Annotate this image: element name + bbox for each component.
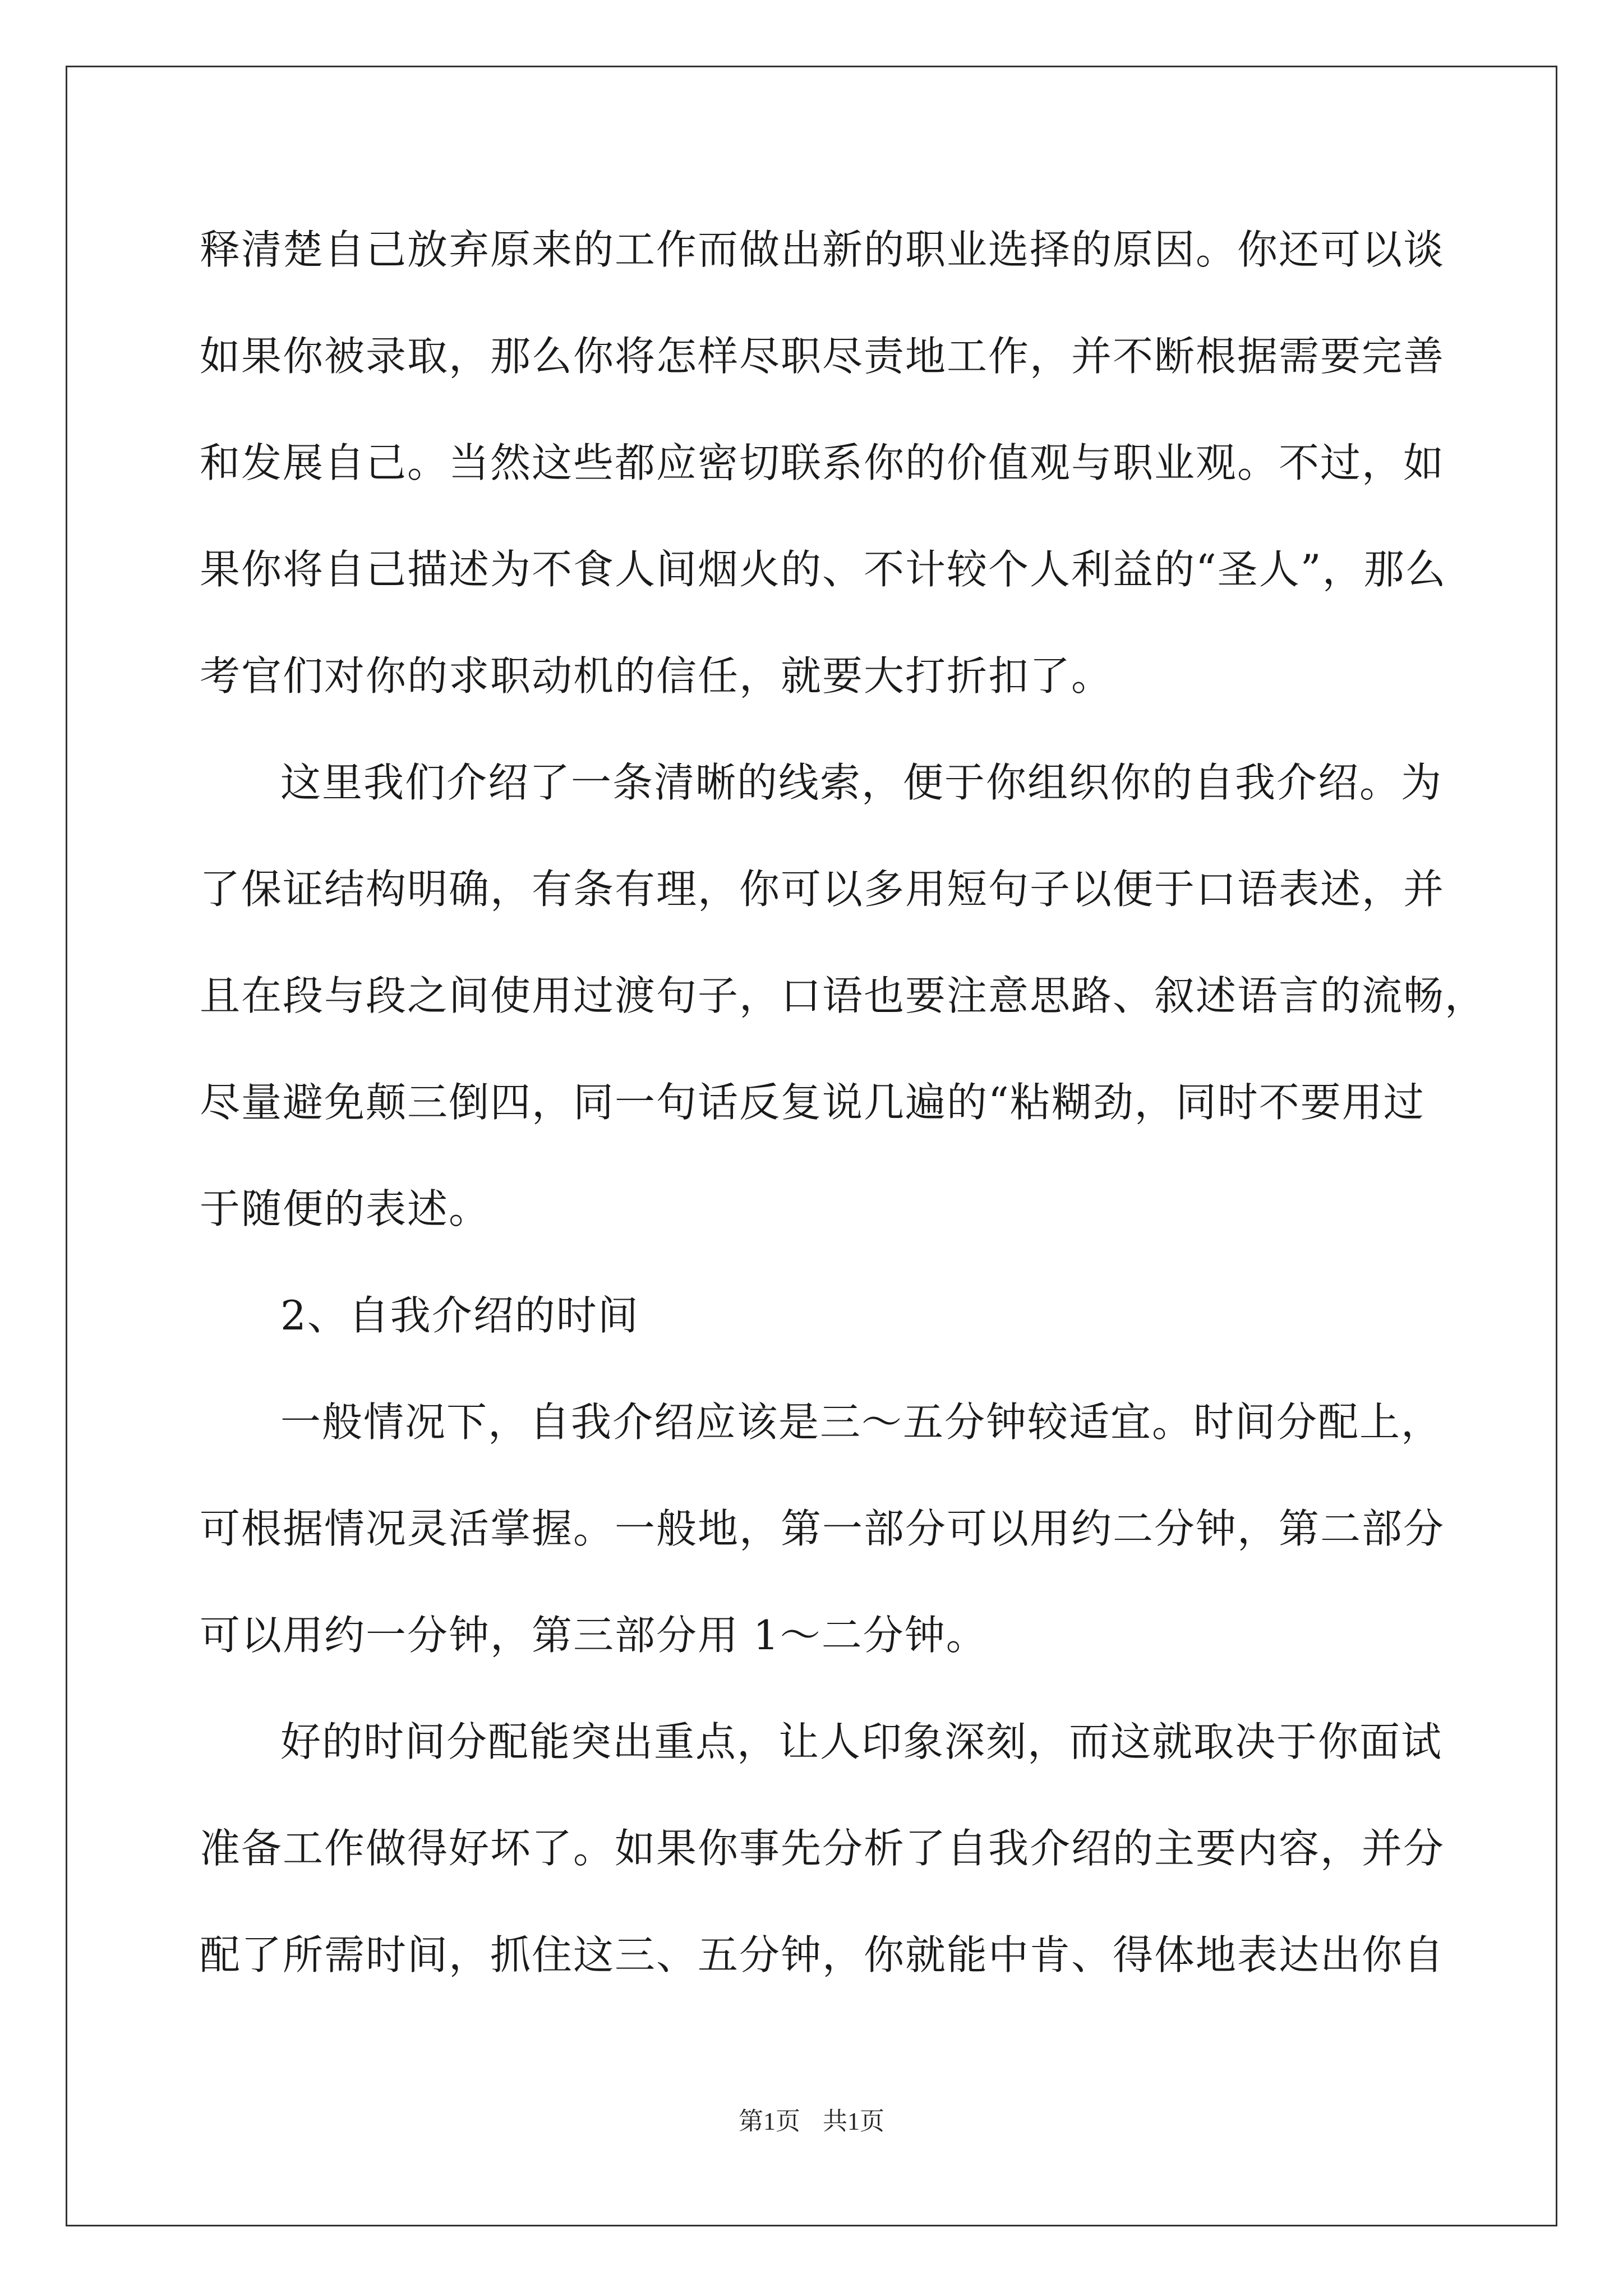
page-footer — [0, 2101, 1623, 2137]
text-line: 配了所需时间，抓住这三、五分钟，你就能中肯、得体地表达出你自 — [200, 1931, 1445, 1978]
page-number: 第1页 — [739, 2108, 800, 2135]
document-body — [200, 208, 1487, 2019]
text-line: 准备工作做得好坏了。如果你事先分析了自我介绍的主要内容，并分 — [200, 1825, 1445, 1872]
page-total: 共1页 — [823, 2108, 884, 2135]
text-line: 和发展自己。当然这些都应密切联系你的价值观与职业观。不过，如 — [200, 439, 1445, 486]
text-line: 果你将自己描述为不食人间烟火的、不计较个人利益的“圣人”，那么 — [200, 546, 1447, 593]
text-line: 尽量避免颠三倒四，同一句话反复说几遍的“粘糊劲，同时不要用过 — [200, 1079, 1425, 1126]
text-line: 考官们对你的求职动机的信任，就要大打折扣了。 — [200, 652, 1113, 700]
text-line: 了保证结构明确，有条有理，你可以多用短句子以便于口语表述，并 — [200, 866, 1445, 913]
text-line: 释清楚自己放弃原来的工作而做出新的职业选择的原因。你还可以谈 — [200, 226, 1445, 273]
text-line: 如果你被录取，那么你将怎样尽职尽责地工作，并不断根据需要完善 — [200, 333, 1445, 380]
paragraph-first-line: 一般情况下，自我介绍应该是三～五分钟较适宜。时间分配上， — [280, 1398, 1443, 1446]
section-heading: 2、自我介绍的时间 — [280, 1292, 639, 1339]
text-line: 于随便的表述。 — [200, 1185, 491, 1232]
text-line: 可根据情况灵活掌握。一般地，第一部分可以用约二分钟，第二部分 — [200, 1505, 1445, 1552]
text-line: 可以用约一分钟，第三部分用 1～二分钟。 — [200, 1612, 988, 1659]
text-line: 且在段与段之间使用过渡句子，口语也要注意思路、叙述语言的流畅， — [200, 972, 1487, 1019]
paragraph-first-line: 好的时间分配能突出重点，让人印象深刻，而这就取决于你面试 — [280, 1718, 1443, 1765]
paragraph-first-line: 这里我们介绍了一条清晰的线索，便于你组织你的自我介绍。为 — [280, 759, 1443, 806]
